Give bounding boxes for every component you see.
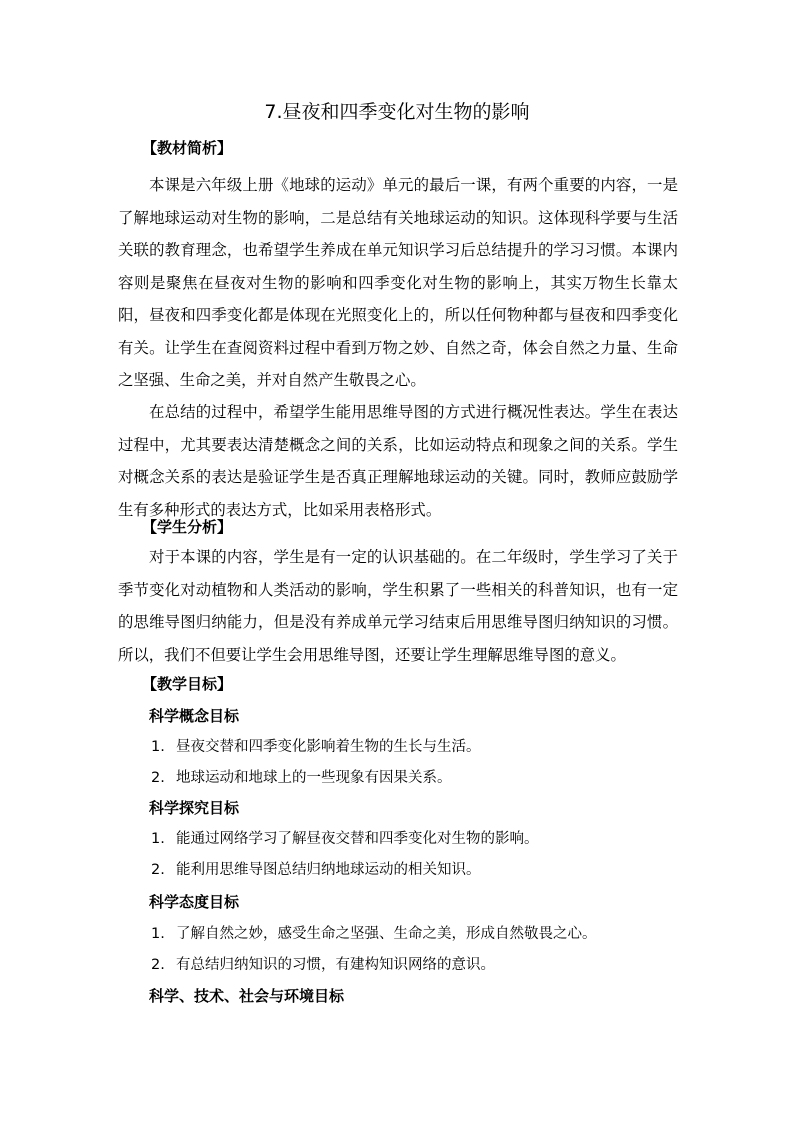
goal-item (151, 767, 452, 789)
section-heading-goals: 【教学目标】 (142, 675, 233, 693)
goal-item-number: 2. (151, 862, 165, 878)
goal-item-number: 1. (151, 926, 165, 942)
goal-item (151, 859, 481, 881)
goal-item-text: 了解自然之妙，感受生命之坚强、生命之美，形成自然敬畏之心。 (176, 926, 597, 942)
goal-item (151, 923, 597, 945)
materials-paragraph-2: 在总结的过程中，希望学生能用思维导图的方式进行概况性表达。学生在表达过程中，尤其要表达清楚概念之间的关系，比如运动特点和现象之间的关系。学生对概念关系的表达是验证学生是否真正理解地球运动的关键。同时，教师应鼓励学生有多种形式的表达方式，比如采用表格形式。 (118, 403, 678, 519)
page-title: 7.昼夜和四季变化对生物的影响 (264, 101, 530, 123)
goal-item (151, 954, 495, 976)
goal-item-number: 2. (151, 770, 165, 786)
goal-item-number: 1. (151, 831, 165, 847)
goal-group-title: 科学、技术、社会与环境目标 (149, 987, 345, 1005)
goal-item (151, 736, 481, 758)
section-heading-students: 【学生分析】 (142, 518, 233, 536)
goal-item-text: 昼夜交替和四季变化影响着生物的生长与生活。 (176, 739, 481, 755)
goal-item-number: 2. (151, 957, 165, 973)
goal-item-text: 有总结归纳知识的习惯，有建构知识网络的意识。 (176, 957, 495, 973)
section-heading-materials: 【教材简析】 (142, 139, 233, 157)
goal-group-title: 科学探究目标 (149, 799, 240, 817)
goal-item (151, 828, 539, 850)
goal-group-title: 科学态度目标 (149, 893, 240, 911)
goal-item-number: 1. (151, 739, 165, 755)
goal-group-title: 科学概念目标 (149, 707, 240, 725)
students-paragraph: 对于本课的内容，学生是有一定的认识基础的。在二年级时，学生学习了关于季节变化对动植物和人类活动的影响，学生积累了一些相关的科普知识，也有一定的思维导图归纳能力，但是没有养成单元学习结束后用思维导图归纳知识的习惯。所以，我们不但要让学生会用思维导图，还要让学生理解思维导图的意义。 (118, 548, 678, 664)
goal-item-text: 能利用思维导图总结归纳地球运动的相关知识。 (176, 862, 481, 878)
goal-item-text: 地球运动和地球上的一些现象有因果关系。 (176, 770, 452, 786)
materials-paragraph-1: 本课是六年级上册《地球的运动》单元的最后一课，有两个重要的内容，一是了解地球运动对生物的影响，二是总结有关地球运动的知识。这体现科学要与生活关联的教育理念，也希望学生养成在单元知识学习后总结提升的学习习惯。本课内容则是聚焦在昼夜对生物的影响和四季变化对生物的影响上，其实万物生长靠太阳，昼夜和四季变化都是体现在光照变化上的，所以任何物种都与昼夜和四季变化有关。让学生在查阅资料过程中看到万物之妙、自然之奇，体会自然之力量、生命之坚强、生命之美，并对自然产生敬畏之心。 (118, 176, 678, 389)
goal-item-text: 能通过网络学习了解昼夜交替和四季变化对生物的影响。 (176, 831, 539, 847)
